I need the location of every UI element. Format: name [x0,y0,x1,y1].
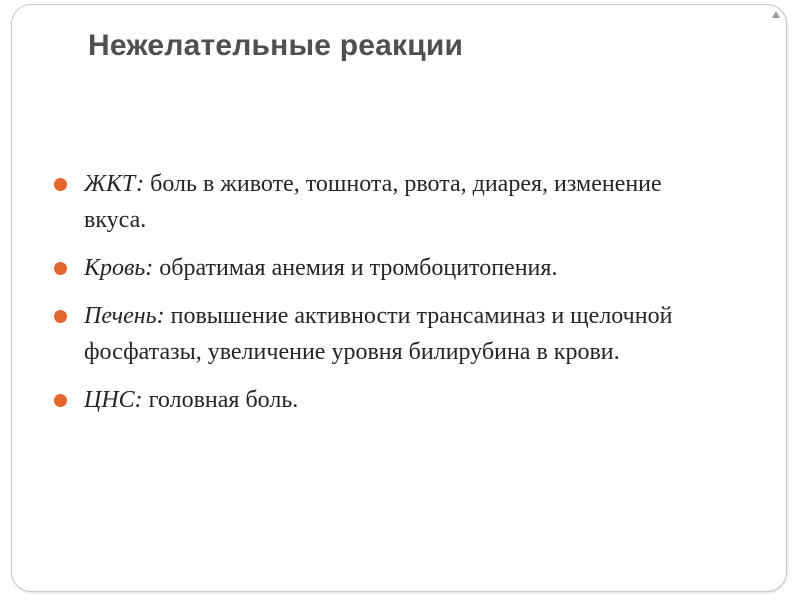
bullet-text: боль в животе, тошнота, рвота, диарея, изменение вкуса. [84,171,662,233]
bullet-term: ЦНС: [84,387,143,413]
bullet-term: ЖКТ: [84,171,145,197]
bullet-item-cns [54,382,674,418]
bullet-item-liver [54,298,674,370]
slide-title: Нежелательные реакции [88,29,464,62]
bullet-dot-icon [54,178,67,191]
bullet-dot-icon [54,394,67,407]
bullet-text: обратимая анемия и тромбоцитопения. [153,255,558,281]
bullet-term: Кровь: [84,255,154,281]
bullet-item-blood [54,250,674,286]
bullet-term: Печень: [84,303,165,329]
bullet-dot-icon [54,262,67,275]
bullet-text: повышение активности трансаминаз и щелочной фосфатазы, увеличение уровня билирубина в крови. [84,303,673,365]
bullet-item-gi [54,166,674,238]
bullet-text: головная боль. [142,387,299,413]
bullet-dot-icon [54,310,67,323]
bullet-list [54,166,674,430]
corner-triangle-icon [772,11,780,18]
